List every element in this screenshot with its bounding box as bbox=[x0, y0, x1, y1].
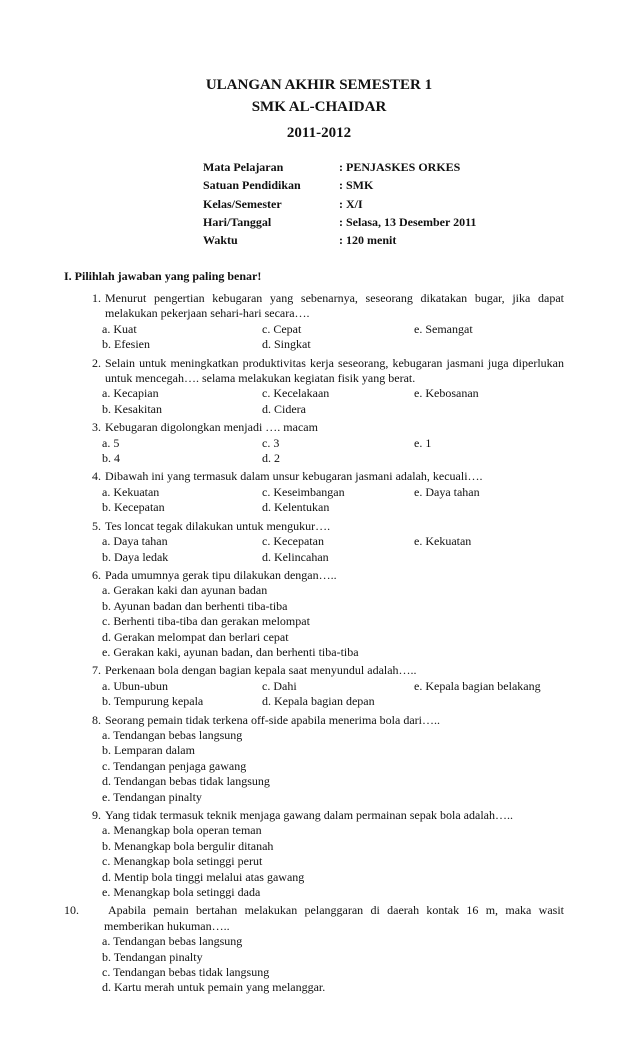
question-number: 9. bbox=[92, 808, 101, 822]
option: c. Kecepatan bbox=[262, 534, 324, 549]
option: d. Gerakan melompat dan berlari cepat bbox=[102, 629, 289, 644]
question-number: 1. bbox=[92, 291, 101, 305]
question-number: 4. bbox=[92, 469, 101, 484]
option: b. Daya ledak bbox=[102, 549, 169, 564]
question-4 bbox=[64, 469, 564, 515]
option: d. Kelincahan bbox=[262, 549, 329, 564]
question-9 bbox=[64, 808, 564, 900]
option: c. Tendangan penjaga gawang bbox=[102, 758, 247, 773]
question-1 bbox=[64, 291, 564, 353]
question-2 bbox=[64, 356, 564, 418]
info-value: : X/I bbox=[339, 196, 363, 211]
info-row bbox=[203, 215, 476, 233]
question-number: 6. bbox=[92, 567, 101, 582]
info-key: Satuan Pendidikan bbox=[203, 178, 301, 193]
option: e. Tendangan pinalty bbox=[102, 789, 202, 804]
info-key: Kelas/Semester bbox=[203, 196, 282, 211]
question-6 bbox=[64, 568, 564, 660]
option: a. 5 bbox=[102, 435, 120, 450]
option: e. Gerakan kaki, ayunan badan, dan berhenti tiba-tiba bbox=[102, 644, 359, 659]
info-row bbox=[203, 197, 476, 215]
option: c. Menangkap bola setinggi perut bbox=[102, 854, 263, 869]
question-number: 7. bbox=[92, 663, 101, 678]
question-number: 2. bbox=[92, 355, 101, 370]
info-value: : Selasa, 13 Desember 2011 bbox=[339, 214, 477, 229]
option: b. Menangkap bola bergulir ditanah bbox=[102, 838, 274, 853]
info-value: : PENJASKES ORKES bbox=[339, 160, 461, 174]
info-value: : SMK bbox=[339, 178, 374, 193]
option: d. 2 bbox=[262, 451, 280, 466]
option: c. Tendangan bebas tidak langsung bbox=[102, 965, 270, 980]
option: e. Semangat bbox=[414, 321, 473, 336]
info-row bbox=[203, 160, 476, 178]
option: d. Kepala bagian depan bbox=[262, 694, 375, 709]
question-8 bbox=[64, 713, 564, 805]
option: a. Daya tahan bbox=[102, 534, 168, 549]
question-number: 3. bbox=[92, 420, 101, 435]
question-text: Kebugaran digolongkan menjadi …. macam bbox=[105, 420, 318, 435]
option: d. Mentip bola tinggi melalui atas gawang bbox=[102, 869, 305, 884]
question-list bbox=[64, 291, 564, 999]
option: b. Kecepatan bbox=[102, 500, 165, 515]
option: a. Tendangan bebas langsung bbox=[102, 727, 243, 742]
school-name: SMK AL-CHAIDAR bbox=[251, 99, 387, 115]
option: d. Kartu merah untuk pemain yang melanggar. bbox=[102, 980, 326, 995]
info-value: : 120 menit bbox=[339, 233, 397, 248]
question-text: Selain untuk meningkatkan produktivitas kerja seseorang, kebugaran jasmani juga diperlukan untuk mencegah…. selama melakukan kegiatan fisik yang berat. bbox=[105, 355, 564, 386]
option: e. Daya tahan bbox=[414, 484, 480, 499]
question-text: Yang tidak termasuk teknik menjaga gawang dalam permainan sepak bola adalah….. bbox=[105, 808, 513, 822]
question-text: Pada umumnya gerak tipu dilakukan dengan….. bbox=[105, 567, 337, 582]
question-7 bbox=[64, 663, 564, 709]
option: a. Menangkap bola operan teman bbox=[102, 823, 262, 838]
option: c. 3 bbox=[262, 435, 280, 450]
info-key: Mata Pelajaran bbox=[203, 160, 284, 174]
option: a. Kekuatan bbox=[102, 484, 160, 499]
question-number: 5. bbox=[92, 518, 101, 533]
option: a. Gerakan kaki dan ayunan badan bbox=[102, 583, 268, 598]
option: e. Kepala bagian belakang bbox=[414, 678, 541, 693]
option: a. Ubun-ubun bbox=[102, 678, 168, 693]
question-text: Tes loncat tegak dilakukan untuk mengukur…. bbox=[105, 518, 331, 533]
option: b. 4 bbox=[102, 451, 120, 466]
option: b. Lemparan dalam bbox=[102, 743, 195, 758]
question-5 bbox=[64, 519, 564, 565]
option: e. Menangkap bola setinggi dada bbox=[102, 885, 261, 900]
option: a. Kecapian bbox=[102, 386, 159, 401]
option: a. Tendangan bebas langsung bbox=[102, 934, 243, 949]
option: d. Cidera bbox=[262, 401, 306, 416]
option: b. Efesien bbox=[102, 337, 150, 352]
question-number: 8. bbox=[92, 712, 101, 727]
option: c. Cepat bbox=[262, 321, 302, 336]
option: c. Keseimbangan bbox=[262, 484, 345, 499]
option: b. Tendangan pinalty bbox=[102, 949, 203, 964]
option: e. Kebosanan bbox=[414, 386, 479, 401]
question-text: Perkenaan bola dengan bagian kepala saat menyundul adalah….. bbox=[105, 663, 417, 678]
exam-info-table bbox=[203, 160, 476, 251]
option: d. Tendangan bebas tidak langsung bbox=[102, 774, 270, 789]
option: c. Kecelakaan bbox=[262, 386, 330, 401]
option: b. Tempurung kepala bbox=[102, 694, 204, 709]
question-number: 10. bbox=[64, 903, 79, 918]
question-text: Dibawah ini yang termasuk dalam unsur kebugaran jasmani adalah, kecuali…. bbox=[105, 469, 483, 484]
option: d. Kelentukan bbox=[262, 500, 330, 515]
question-3 bbox=[64, 420, 564, 466]
info-key: Waktu bbox=[203, 233, 238, 248]
option: b. Ayunan badan dan berhenti tiba-tiba bbox=[102, 598, 288, 613]
info-row bbox=[203, 178, 476, 196]
option: c. Berhenti tiba-tiba dan gerakan melompat bbox=[102, 614, 310, 629]
option: b. Kesakitan bbox=[102, 401, 162, 416]
option: d. Singkat bbox=[262, 337, 311, 352]
info-key: Hari/Tanggal bbox=[203, 214, 272, 229]
info-row bbox=[203, 233, 476, 251]
option: e. Kekuatan bbox=[414, 534, 472, 549]
option: c. Dahi bbox=[262, 678, 297, 693]
question-text: Apabila pemain bertahan melakukan pelanggaran di daerah kontak 16 m, maka wasit memberikan hukuman….. bbox=[104, 903, 564, 933]
option: e. 1 bbox=[414, 435, 432, 450]
question-10 bbox=[64, 903, 564, 995]
section-title: I. Pilihlah jawaban yang paling benar! bbox=[64, 269, 262, 283]
question-text: Menurut pengertian kebugaran yang sebenarnya, seseorang dikatakan bugar, jika dapat melakukan pekerjaan sehari-hari secara…. bbox=[105, 291, 564, 321]
school-year: 2011-2012 bbox=[286, 125, 352, 141]
question-text: Seorang pemain tidak terkena off-side apabila menerima bola dari….. bbox=[105, 712, 440, 727]
exam-title: ULANGAN AKHIR SEMESTER 1 bbox=[205, 77, 433, 93]
option: a. Kuat bbox=[102, 321, 137, 336]
